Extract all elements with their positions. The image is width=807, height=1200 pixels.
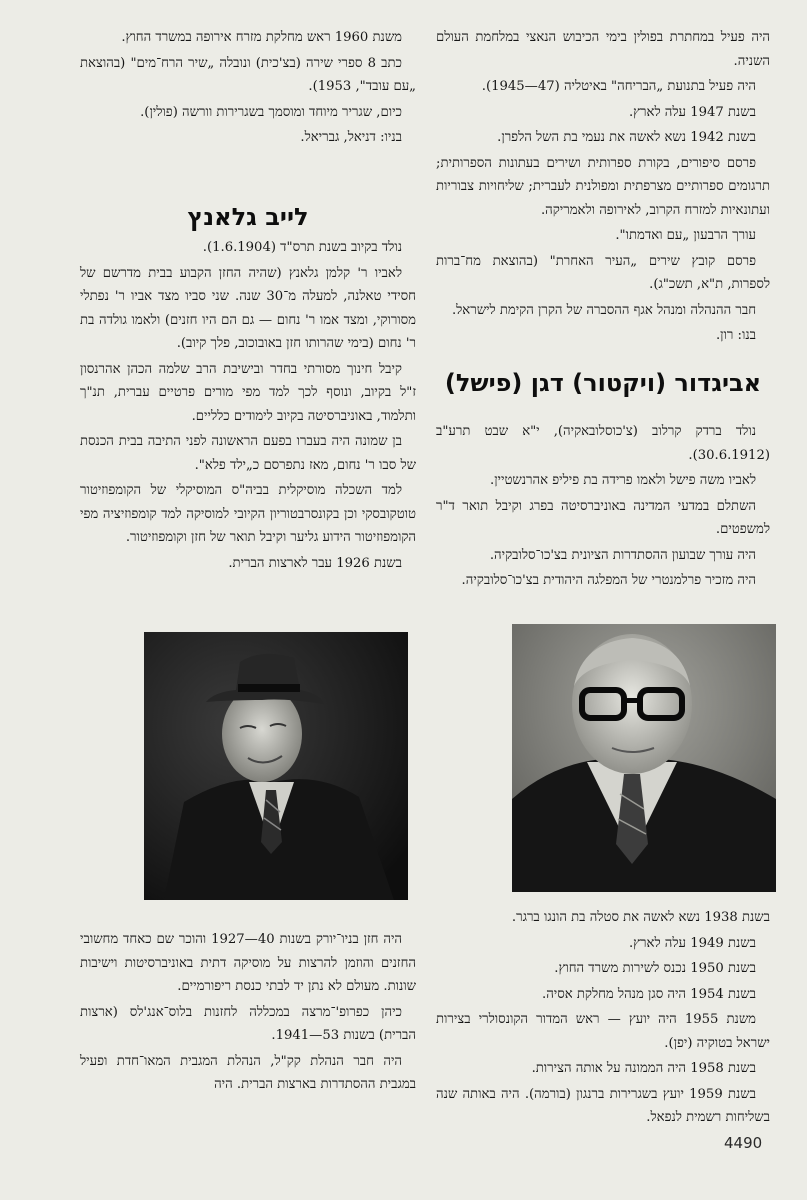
portrait-photo-avigdor-dagan [512,624,776,892]
paragraph: בניו: דניאל, גבריאל. [300,130,402,145]
paragraph: בשנת 1959 יועץ בשגרירות ברנגון (בורמה). היה באותה שנה בשליחות רשמית לנפאל. [436,1086,770,1125]
paragraph: נולד בקיוב בשנת תרס"ד (1.6.1904). [202,240,402,255]
paragraph: בן שמונה היה בעברו בפעם הראשונה לפני התיבה בבית הכנסת של סבו ר' נחום, מאז נתפרסם כ„ילד פלא". [80,434,416,473]
paragraph: כיום, שגריר מיוחד ומוסמך בשגרירות וורשה (פולין). [140,104,402,120]
paragraph: משנת 1960 ראש מחלקת מזרח אירופה במשרד החוץ. [121,30,402,45]
portrait-image [512,624,776,892]
paragraph: היה עורך שבועון ההסתדרות הציונית בצ'כו־סלובקיה. [489,547,756,563]
left-column-top [80,26,416,152]
paragraph: נולד ברדק קרלוב (צ'כוסלובאקיה), י"א שבט תרע"ב (30.6.1912). [436,424,770,463]
paragraph: פרסם סיפורים, בקורת ספרותית ושירים בעתונות הספרותית; תרגומים ספרותיים מצרפתית ומפולנית לעברית; שליחויות צבוריות ועתונאיות למזרח הקרוב, לאירופה ולאמריקה. [436,155,770,218]
paragraph: למד השכלה מוסיקלית בביה"ס המוסיקלי של הקומפוזיטור טוטקובסקי וכן בקונסרבטוריון הקיובי למוסיקה למד קומפוזיציה מפי הקומפוזיטור הידוע גליער וקיבל תואר של חזן וקומפוזיטור. [80,483,416,545]
left-column-bottom [80,928,416,1099]
paragraph: השתלם במדעי המדינה באוניברסיטה בפרג וקיבל תואר ד"ר למשפטים. [436,498,770,537]
paragraph: בשנת 1958 היה הממונה על אותה הצירות. [531,1061,756,1076]
paragraph: לאביו משה פישל ולאמו פרידה בת פיליפ אהרנשטיין. [490,473,756,488]
paragraph: פרסם קובץ שירים „העיר האחרת" (בהוצאת מח־ברות לספרות, ת"א, תשכ"ג). [436,253,770,292]
paragraph: לאביו ר' קלמן גלאנץ (שהיה החזן הקבוע בבית מדרשם של חסידי טאלנה, למעלה מ־30 שנה. שני סביו מצד אביו ר' נפתלי מסורוקי, ומצד אמו ר' נחום — גם הם היו חזנים) ולאמו גולדה בת ר' נחום (בימי שהרותו חזן באובוכוב, פלך קיוב). [80,265,416,351]
paragraph: היה חזן בניו־יורק בשנות 40—1927 והוכר שם כאחד מחשובי החזנים והוזמן להרצות על מוסיקה דתית באוניברסיטות וישיבות שונות. מעולם לא נתן יד לבתי כנסת ריפורמיים. [80,932,416,994]
entry-heading-leib-glantz: לייב גלאנץ [187,203,309,231]
right-column-bottom [436,906,770,1132]
portrait-photo-leib-glantz [144,632,408,900]
paragraph: בשנת 1926 עבר לארצות הברית. [228,555,402,571]
paragraph: היה חבר הנהלת קק"ל, הנהלת המגבית המאו־חדת ופעיל במגבית ההסתדרות בארצות הברית. היה [80,1053,416,1092]
paragraph: קיבל חינוך מסורתי בחדר ובישיבת הרב שלמה הכהן אהרנסון ז"ל בקיוב, ונוסף לכך למד מפי מורים פרטיים עברית, תנ"ך ותלמוד, באוניברסיטה בקיוב לימודים כלליים. [80,361,416,424]
paragraph: בשנת 1950 נכנס לשירות משרד החוץ. [554,961,756,976]
paragraph: היה מזכיר פרלמנטרי של המפלגה היהודית בצ'כו־סלובקיה. [461,573,756,588]
portrait-image [144,632,408,900]
right-column-top [436,26,770,350]
paragraph: בשנת 1947 עלה לארץ. [628,104,756,120]
paragraph: היה פעיל בתנועת „הבריחה" באיטליה (47—1945). [481,79,756,94]
paragraph: חבר ההנהלה ומנהל אגף ההסברה של הקרן הקימת לישראל. [451,302,756,318]
paragraph: בנו: רון. [715,328,756,343]
paragraph: כיהן כפרופ'־מרצה במכללה לחזנות בלוס־אנג'לס (ארצות הברית) בשנות 53—1941. [80,1004,416,1043]
right-column-mid [436,420,770,595]
paragraph: בשנת 1949 עלה לארץ. [628,935,756,951]
paragraph: משנת 1955 היה יועץ — ראש המדור הקונסולרי בצירות ישראל בטוקיה (יפן). [436,1012,770,1051]
page-number: 4490 [724,1134,763,1152]
paragraph: בשנת 1954 היה סגן מנהל מחלקת אסיה. [542,986,756,1002]
paragraph: בשנת 1942 נשא לאשה את נעמי בת השל הלפרן. [497,130,756,145]
paragraph: היה פעיל במחתרת בפולין בימי הכיבוש הנאצי במלחמת העולם השניה. [436,30,770,69]
left-column-mid [80,236,416,577]
paragraph: עורך הרבעון „עם ואדמתו". [615,228,756,243]
paragraph: בשנת 1938 נשא לאשה את סטלה בת הונגו ברגר. [511,910,770,925]
paragraph: כתב 8 ספרי שירה (בצ'כית) ונובלה „שיר הרח־מים" (בהוצאת „עם עובד", 1953). [80,55,416,94]
entry-heading-avigdor-dagan: אביגדור (ויקטור) דגן (פישל) [444,369,762,397]
